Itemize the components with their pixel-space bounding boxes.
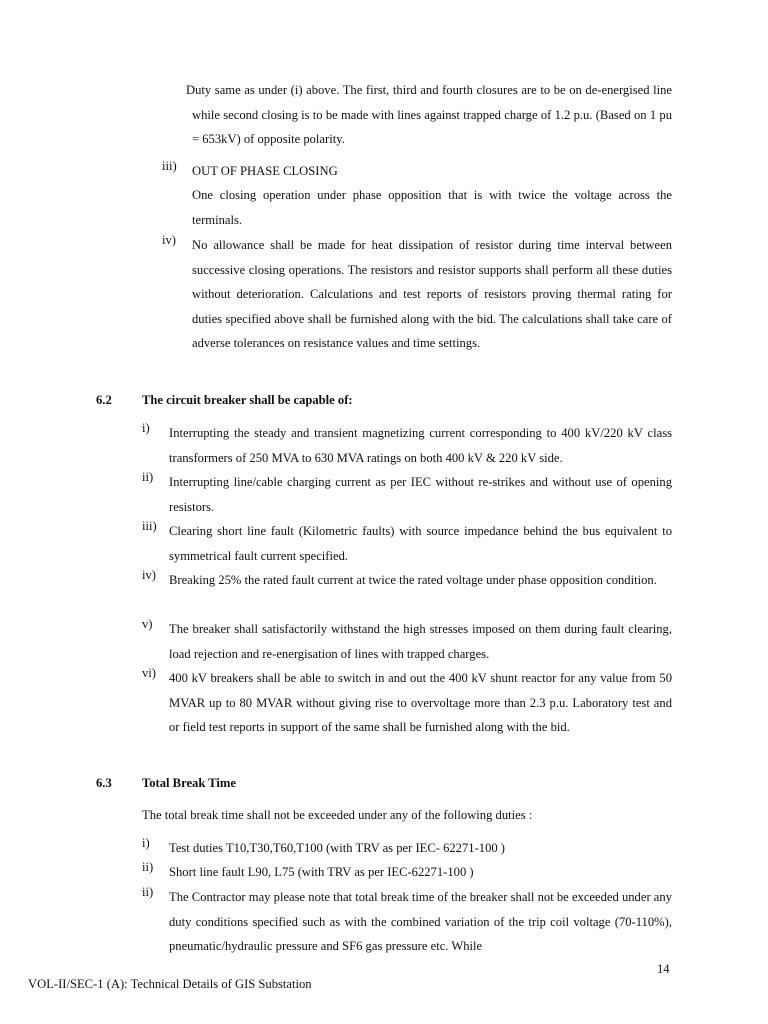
list-number: iii) (142, 519, 157, 533)
list-number: vi) (142, 666, 156, 680)
section-title: The circuit breaker shall be capable of: (142, 393, 353, 407)
list-text: OUT OF PHASE CLOSING (192, 164, 338, 178)
list-number: ii) (142, 860, 154, 874)
list-text: The breaker shall satisfactorily withstand the high stresses imposed on them during fault clearing, load rejection and re-energisation of lines with trapped charges. (169, 622, 672, 661)
list-number: v) (142, 617, 153, 631)
list-number: i) (142, 421, 150, 435)
list-text: 400 kV breakers shall be able to switch in and out the 400 kV shunt reactor for any value from 50 MVAR up to 80 MVAR without giving rise to overvoltage more than 2.3 p.u. Laboratory test and or field test reports in support of the same shall be furnished along with the bid. (169, 671, 672, 734)
list-number: iii) (162, 159, 177, 173)
list-text: The Contractor may please note that total break time of the breaker shall not be exceeded under any duty conditions specified such as with the combined variation of the trip coil voltage (70-110%), pneumatic/hydraulic pressure and SF6 gas pressure etc. While (169, 890, 672, 953)
page-number: 14 (657, 962, 670, 976)
section-number: 6.3 (96, 776, 112, 790)
list-number: iv) (162, 233, 176, 247)
list-text: Short line fault L90, L75 (with TRV as per IEC-62271-100 ) (169, 865, 474, 879)
list-text: Breaking 25% the rated fault current at twice the rated voltage under phase opposition condition. (169, 573, 657, 587)
footer-text: VOL-II/SEC-1 (A): Technical Details of GIS Substation (28, 977, 312, 991)
list-text: Test duties T10,T30,T60,T100 (with TRV as per IEC- 62271-100 ) (169, 841, 506, 855)
section-title: Total Break Time (142, 776, 237, 790)
list-number: ii) (142, 885, 154, 899)
list-text: No allowance shall be made for heat dissipation of resistor during time interval between successive closing operations. The resistors and resistor supports shall perform all these duties without deterioration. Calculations and test reports of resistors proving thermal rating for duties specified above shall be furnished along with the bid. The calculations shall take care of adverse tolerances on resistance values and time settings. (192, 238, 672, 350)
paragraph-duty: Duty same as under (i) above. The first, third and fourth closures are to be on de-energised line while second closing is to be made with lines against trapped charge of 1.2 p.u. (Based on 1 pu = 653kV) of opposite polarity. (186, 83, 672, 146)
list-number: i) (142, 836, 150, 850)
list-text: Interrupting line/cable charging current as per IEC without re-strikes and without use of opening resistors. (169, 475, 672, 514)
list-text: Interrupting the steady and transient magnetizing current corresponding to 400 kV/220 kV class transformers of 250 MVA to 630 MVA ratings on both 400 kV & 220 kV side. (169, 426, 672, 465)
section-number: 6.2 (96, 393, 112, 407)
list-text: Clearing short line fault (Kilometric faults) with source impedance behind the bus equivalent to symmetrical fault current specified. (169, 524, 672, 563)
section-intro: The total break time shall not be exceeded under any of the following duties : (142, 808, 533, 822)
list-number: iv) (142, 568, 156, 582)
paragraph-out-of-phase: One closing operation under phase opposition that is with twice the voltage across the terminals. (192, 188, 672, 227)
list-number: ii) (142, 470, 154, 484)
